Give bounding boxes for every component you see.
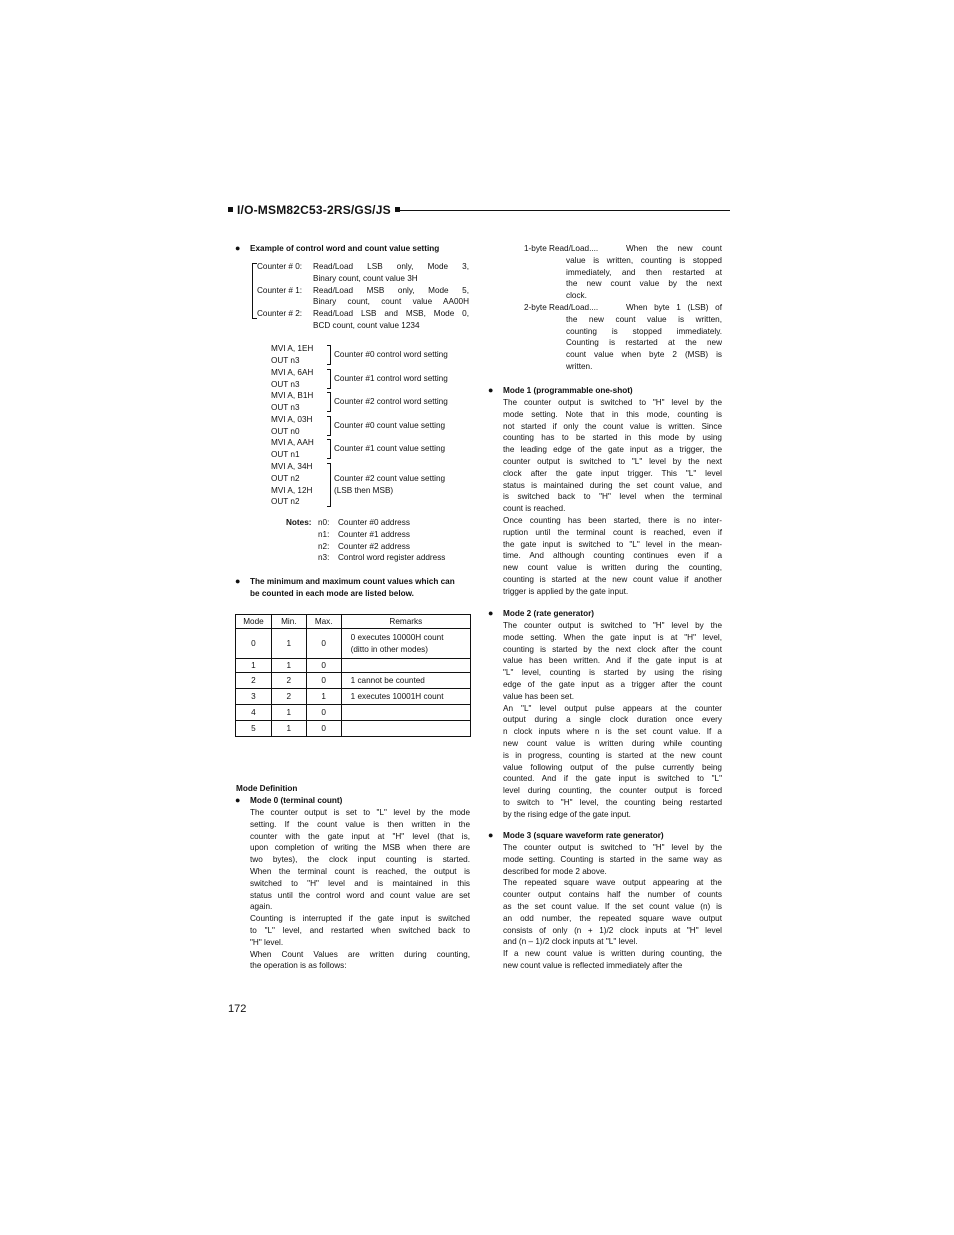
page-number: 172	[228, 1003, 247, 1015]
text-line: "H" level.	[250, 937, 284, 947]
text-line: mode setting. Note that in this mode, counting is	[503, 409, 722, 419]
table-row: 4 1 0	[236, 705, 471, 721]
bullet-icon: ●	[488, 385, 494, 395]
text-line: an odd number, the repeated square wave output	[503, 913, 722, 923]
text-line: to "L" level, and restarted when switched back to	[250, 925, 470, 935]
text-line: counting is started at the new count value if another	[503, 574, 722, 584]
bracket-mark	[327, 345, 331, 365]
text-line: value has been set.	[503, 691, 575, 701]
bullet-icon: ●	[488, 608, 494, 618]
mode-definition-title: Mode Definition	[236, 784, 298, 793]
read-load-1: 1-byte Read/Load.... When the new count value is written, counting is stopped immediately, and then restarted at the new count value by the next clock.	[524, 244, 722, 301]
counter-line: Read/Load LSB and MSB, Mode 0,	[313, 309, 469, 319]
asm-group	[271, 343, 481, 367]
asm-desc: Counter #1 control word setting	[334, 374, 448, 383]
asm-code: MVI A, 34H OUT n2 MVI A, 12H OUT n2	[271, 462, 313, 507]
text-line: If a new count value is written during counting, the	[503, 949, 722, 959]
text-line: status until the control word and count value are set	[250, 890, 470, 900]
text-line: by the rising edge of the gate input.	[503, 809, 631, 819]
bracket-mark	[327, 369, 331, 389]
bracket-mark	[327, 392, 331, 412]
text-line: new count value is reflected immediately after the	[503, 960, 683, 970]
text-line: counter output contains half the number of counts	[503, 890, 722, 900]
counter-list	[251, 261, 471, 332]
text-line: When Count Values are written during counting,	[250, 949, 470, 959]
table-row: 1 1 0	[236, 659, 471, 673]
asm-desc: Counter #0 control word setting	[334, 350, 448, 359]
counter-row	[251, 261, 471, 273]
text-line: new count value is written during while counting	[503, 738, 722, 748]
text-line: not started if only the count value is written. Since	[503, 421, 722, 431]
example-heading	[235, 243, 440, 255]
note-row: n0: Counter #0 address	[318, 518, 410, 527]
counter-line: Read/Load MSB only, Mode 5,	[313, 285, 469, 295]
text-line: counting is stopped immediately.	[566, 326, 722, 336]
text-line: count value when byte 2 (MSB) is	[566, 350, 722, 360]
table-row: 2 2 0 1 cannot be counted	[236, 673, 471, 689]
text-line: trigger is applied by the gate input.	[503, 586, 629, 596]
bullet-icon: ●	[488, 830, 494, 840]
text-line: The repeated square wave output appearing at the	[503, 878, 722, 888]
text-line: An "L" level output pulse appears at the counter	[503, 703, 722, 713]
counter-line: Binary count, count value AA00H	[313, 297, 469, 307]
text-line: and (n – 1)/2 clock inputs at "L" level.	[503, 937, 638, 947]
asm-group	[271, 461, 481, 509]
counter-row	[251, 308, 471, 320]
asm-group	[271, 437, 481, 461]
text-line: the operation is as follows:	[250, 961, 347, 971]
counter-line: BCD count, count value 1234	[313, 320, 420, 330]
mode2-body	[503, 620, 722, 821]
page-header	[228, 203, 400, 217]
mode2-heading: ● Mode 2 (rate generator)	[488, 608, 594, 618]
note-row: n2: Counter #2 address	[318, 541, 410, 551]
text-line: counting is started by the next clock after the count	[503, 644, 722, 654]
text-line: The counter output is set to "L" level by the mode	[250, 808, 470, 817]
header-rule	[398, 210, 730, 211]
minmax-title-line: be counted in each mode are listed below.	[250, 588, 414, 598]
asm-group	[271, 390, 481, 414]
mode0-heading: ● Mode 0 (terminal count)	[235, 795, 343, 805]
text-line: to switch to "H" level, the counting being restarted	[503, 797, 722, 807]
text-line: written.	[566, 361, 593, 371]
text-line: clock after the gate input trigger. This "L" level	[503, 468, 722, 478]
square-bullet-icon	[228, 207, 233, 212]
table-header-row	[236, 615, 471, 629]
mode3-body	[503, 842, 722, 972]
note-row: n3: Control word register address	[318, 553, 446, 563]
text-line: n clock inputs where n is the set count value. If a	[503, 727, 722, 737]
asm-desc: Counter #2 control word setting	[334, 397, 448, 406]
asm-desc: Counter #1 count value setting	[334, 444, 446, 453]
note-row: n1: Counter #1 address	[318, 529, 410, 539]
asm-group	[271, 414, 481, 438]
text-line: value following output of the pulse currently being	[503, 762, 722, 772]
text-line: status is maintained during the set count value, and	[503, 480, 722, 490]
text-line: switched to "H" level and is maintained in this	[250, 878, 470, 888]
counter-label: Counter # 0:	[257, 262, 303, 271]
text-line: value has been written. And if the gate input is at	[503, 656, 722, 666]
text-line: ruption until the terminal count is reached, even if	[503, 527, 722, 537]
bullet-icon: ●	[235, 795, 241, 805]
text-line: new count value is written during the counting,	[503, 563, 722, 573]
text-line: mode setting. When the gate input is at "H" level,	[503, 632, 722, 642]
text-line: counter output is switched to "L" level by the next	[503, 456, 722, 466]
text-line: the leading edge of the gate input as a trigger, the	[503, 445, 722, 455]
bullet-icon: ●	[235, 243, 241, 253]
bracket-mark	[327, 439, 331, 459]
text-line: setting. If the count value is then written in the	[250, 819, 470, 829]
mode3-heading: ● Mode 3 (square waveform rate generator)	[488, 830, 664, 840]
text-line: two bytes), the clock input counting is started.	[250, 855, 470, 865]
text-line: again.	[250, 902, 273, 912]
text-line: edge of the gate input as a trigger after the count	[503, 679, 722, 689]
text-line: counter with the gate input at "H" level (that is,	[250, 831, 470, 841]
text-line: the gate input is switched to "L" level in the mean-	[503, 539, 722, 549]
text-line: clock.	[566, 291, 587, 301]
notes-label: Notes:	[286, 518, 312, 527]
bullet-icon: ●	[235, 576, 241, 586]
text-line: level during counting, the counter output is forced	[503, 786, 722, 796]
asm-code: MVI A, AAH OUT n1	[271, 438, 314, 459]
counter-line: Binary count, count value 3H	[313, 273, 418, 283]
asm-group	[271, 367, 481, 391]
text-line: counted. And if the gate input is switched to "L"	[503, 774, 722, 784]
read-load-2: 2-byte Read/Load.... When byte 1 (LSB) of the new count value is written, counting is stopped immediately. Counting is restarted at the new count value when byte 2 (MSB) is written.	[524, 302, 722, 371]
text-line: The counter output is switched to "H" level by the	[503, 398, 722, 407]
text-line: the new count value by the next	[566, 279, 722, 289]
mode1-body	[503, 397, 722, 598]
bracket-mark	[327, 416, 331, 436]
counter-label: Counter # 2:	[257, 309, 303, 319]
text-line: count is reached.	[503, 504, 566, 514]
asm-code: MVI A, 1EH OUT n3	[271, 344, 314, 365]
text-line: The counter output is switched to "H" level by the	[503, 843, 722, 852]
example-title: Example of control word and count value setting	[250, 244, 440, 253]
text-line: time. And although counting continues even if a	[503, 551, 722, 561]
asm-code: MVI A, 03H OUT n0	[271, 415, 313, 436]
counter-row	[251, 296, 471, 308]
text-line: When the terminal count is reached, the output is	[250, 866, 470, 876]
minmax-title-line: The minimum and maximum count values which can	[250, 577, 455, 586]
text-line: value is written, counting is stopped	[566, 255, 722, 265]
table-row: 5 1 0	[236, 721, 471, 737]
read-load-block	[524, 243, 722, 373]
table-header: Mode	[236, 615, 272, 629]
text-line: output during a single clock duration once every	[503, 715, 722, 725]
table-header: Remarks	[341, 615, 470, 629]
text-line: upon completion of writing the MSB when there are	[250, 843, 470, 853]
counter-row	[251, 273, 471, 285]
asm-code: MVI A, B1H OUT n3	[271, 391, 314, 412]
counter-label: Counter # 1:	[257, 285, 303, 295]
text-line: immediately, and then restarted at	[566, 267, 722, 277]
text-line: Once counting has been started, there is no inter-	[503, 515, 722, 525]
asm-desc: Counter #0 count value setting	[334, 421, 446, 430]
text-line: mode setting. Counting is started in the same way as	[503, 854, 722, 864]
table-row: 3 2 1 1 executes 10001H count	[236, 689, 471, 705]
text-line: consists of only (n + 1)/2 clock inputs at "H" level	[503, 925, 722, 935]
table-header: Min.	[271, 615, 306, 629]
bracket-mark	[327, 463, 331, 507]
text-line: is switched back to "H" level when the terminal	[503, 492, 722, 502]
minmax-heading	[235, 576, 455, 600]
text-line: described for mode 2 above.	[503, 866, 607, 876]
asm-desc: Counter #2 count value setting (LSB then MSB)	[334, 474, 446, 495]
text-line: is in progress, counting is started at the new count	[503, 750, 722, 760]
text-line: The counter output is switched to "H" level by the	[503, 621, 722, 630]
counter-row	[251, 285, 471, 297]
text-line: "L" level, counting is started by using the rising	[503, 668, 722, 678]
counter-line: Read/Load LSB only, Mode 3,	[313, 262, 469, 271]
text-line: Counting is restarted at the new	[566, 338, 722, 348]
mode1-heading: ● Mode 1 (programmable one-shot)	[488, 385, 633, 395]
text-line: the new count value is written,	[566, 314, 722, 324]
table-row: 0 1 0 0 executes 10000H count (ditto in other modes)	[236, 629, 471, 659]
asm-code: MVI A, 6AH OUT n3	[271, 368, 314, 389]
counter-row	[251, 320, 471, 332]
mode0-body	[250, 807, 470, 972]
text-line: as the set count value. If the set count value (n) is	[503, 901, 722, 911]
header-title: I/O-MSM82C53-2RS/GS/JS	[237, 203, 391, 217]
text-line: Counting is interrupted if the gate input is switched	[250, 914, 470, 924]
text-line: counting has to be started in this mode by using	[503, 433, 722, 443]
table-header: Max.	[306, 615, 341, 629]
mode-table	[235, 614, 471, 737]
